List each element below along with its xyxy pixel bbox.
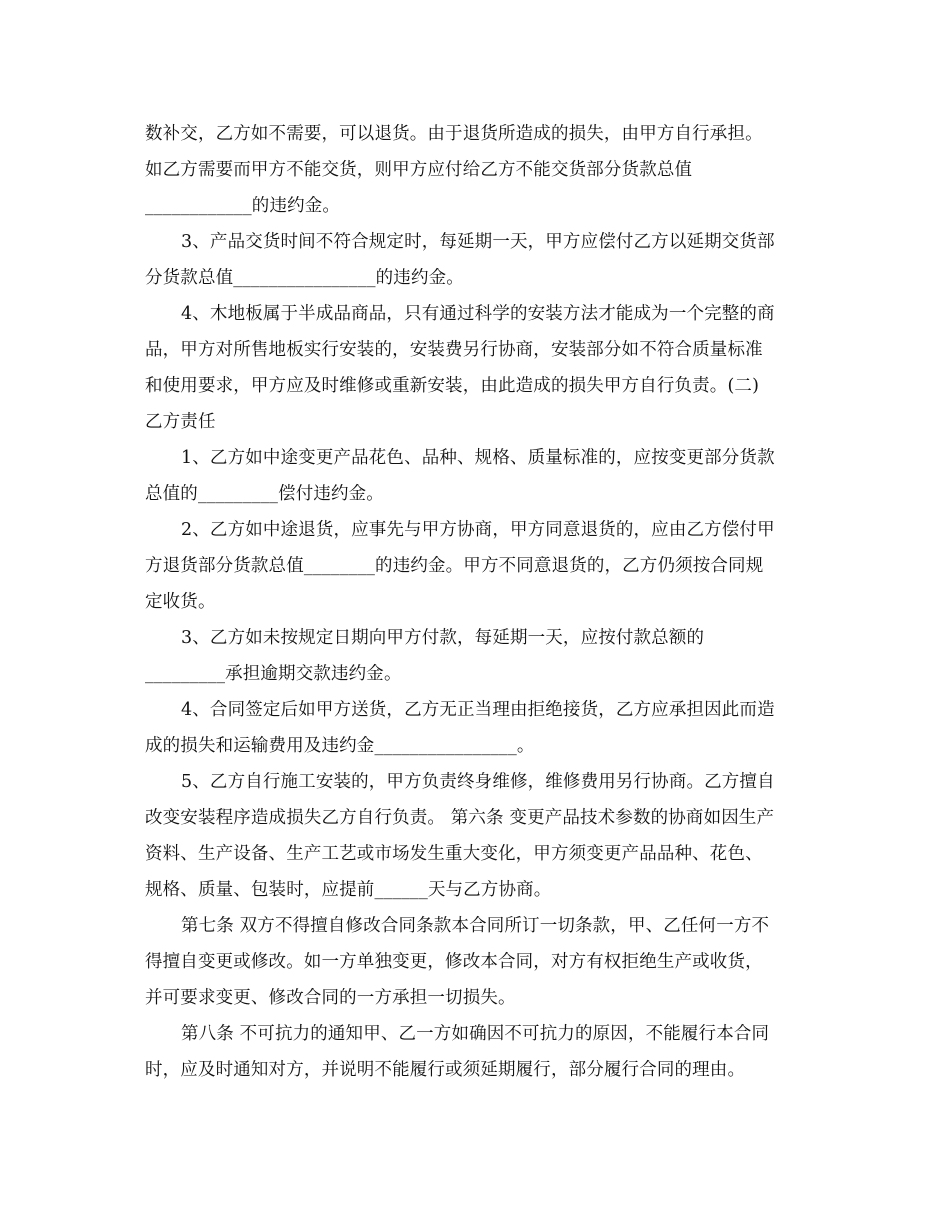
text-line: 和使用要求，甲方应及时维修或重新安装，由此造成的损失甲方自行负责。(二) bbox=[145, 376, 760, 396]
text-line: 总值的_________偿付违约金。 bbox=[145, 484, 384, 504]
text-line: 方退货部分货款总值________的违约金。甲方不同意退货的，乙方仍须按合同规 bbox=[145, 556, 764, 576]
text-line: 定收货。 bbox=[145, 592, 216, 612]
text-line: 如乙方需要而甲方不能交货，则甲方应付给乙方不能交货部分货款总值 bbox=[145, 160, 693, 180]
text-line: 3、产品交货时间不符合规定时，每延期一天，甲方应偿付乙方以延期交货部 bbox=[181, 232, 775, 252]
text-line: 规格、质量、包装时，应提前______天与乙方协商。 bbox=[145, 880, 552, 900]
text-line: 1、乙方如中途变更产品花色、品种、规格、质量标准的，应按变更部分货款 bbox=[181, 448, 775, 468]
text-line: 改变安装程序造成损失乙方自行负责。 第六条 变更产品技术参数的协商如因生产 bbox=[145, 808, 775, 828]
text-line: 4、木地板属于半成品商品，只有通过科学的安装方法才能成为一个完整的商 bbox=[181, 304, 775, 324]
text-line: 分货款总值________________的违约金。 bbox=[145, 268, 464, 288]
text-line: 5、乙方自行施工安装的，甲方负责终身维修，维修费用另行协商。乙方擅自 bbox=[181, 772, 775, 792]
text-line: 得擅自变更或修改。如一方单独变更，修改本合同，对方有权拒绝生产或收货， bbox=[145, 952, 763, 972]
text-line: 并可要求变更、修改合同的一方承担一切损失。 bbox=[145, 988, 516, 1008]
document-body bbox=[145, 116, 810, 1088]
text-line: 4、合同签定后如甲方送货，乙方无正当理由拒绝接货，乙方应承担因此而造 bbox=[181, 700, 775, 720]
text-line: _________承担逾期交款违约金。 bbox=[145, 664, 402, 684]
text-line: 2、乙方如中途退货，应事先与甲方协商，甲方同意退货的，应由乙方偿付甲 bbox=[181, 520, 775, 540]
text-line: 第七条 双方不得擅自修改合同条款本合同所订一切条款，甲、乙任何一方不 bbox=[181, 916, 770, 936]
text-line: ____________的违约金。 bbox=[145, 196, 341, 216]
text-line: 成的损失和运输费用及违约金________________。 bbox=[145, 736, 535, 756]
text-line: 时，应及时通知对方，并说明不能履行或须延期履行，部分履行合同的理由。 bbox=[145, 1060, 746, 1080]
text-line: 品，甲方对所售地板实行安装的，安装费另行协商，安装部分如不符合质量标准 bbox=[145, 340, 763, 360]
text-line: 乙方责任 bbox=[145, 412, 216, 432]
text-line: 第八条 不可抗力的通知甲、乙一方如确因不可抗力的原因，不能履行本合同 bbox=[181, 1024, 770, 1044]
text-line: 3、乙方如未按规定日期向甲方付款，每延期一天，应按付款总额的 bbox=[181, 628, 705, 648]
text-line: 资料、生产设备、生产工艺或市场发生重大变化，甲方须变更产品品种、花色、 bbox=[145, 844, 763, 864]
text-line: 数补交，乙方如不需要，可以退货。由于退货所造成的损失，由甲方自行承担。 bbox=[145, 124, 763, 144]
